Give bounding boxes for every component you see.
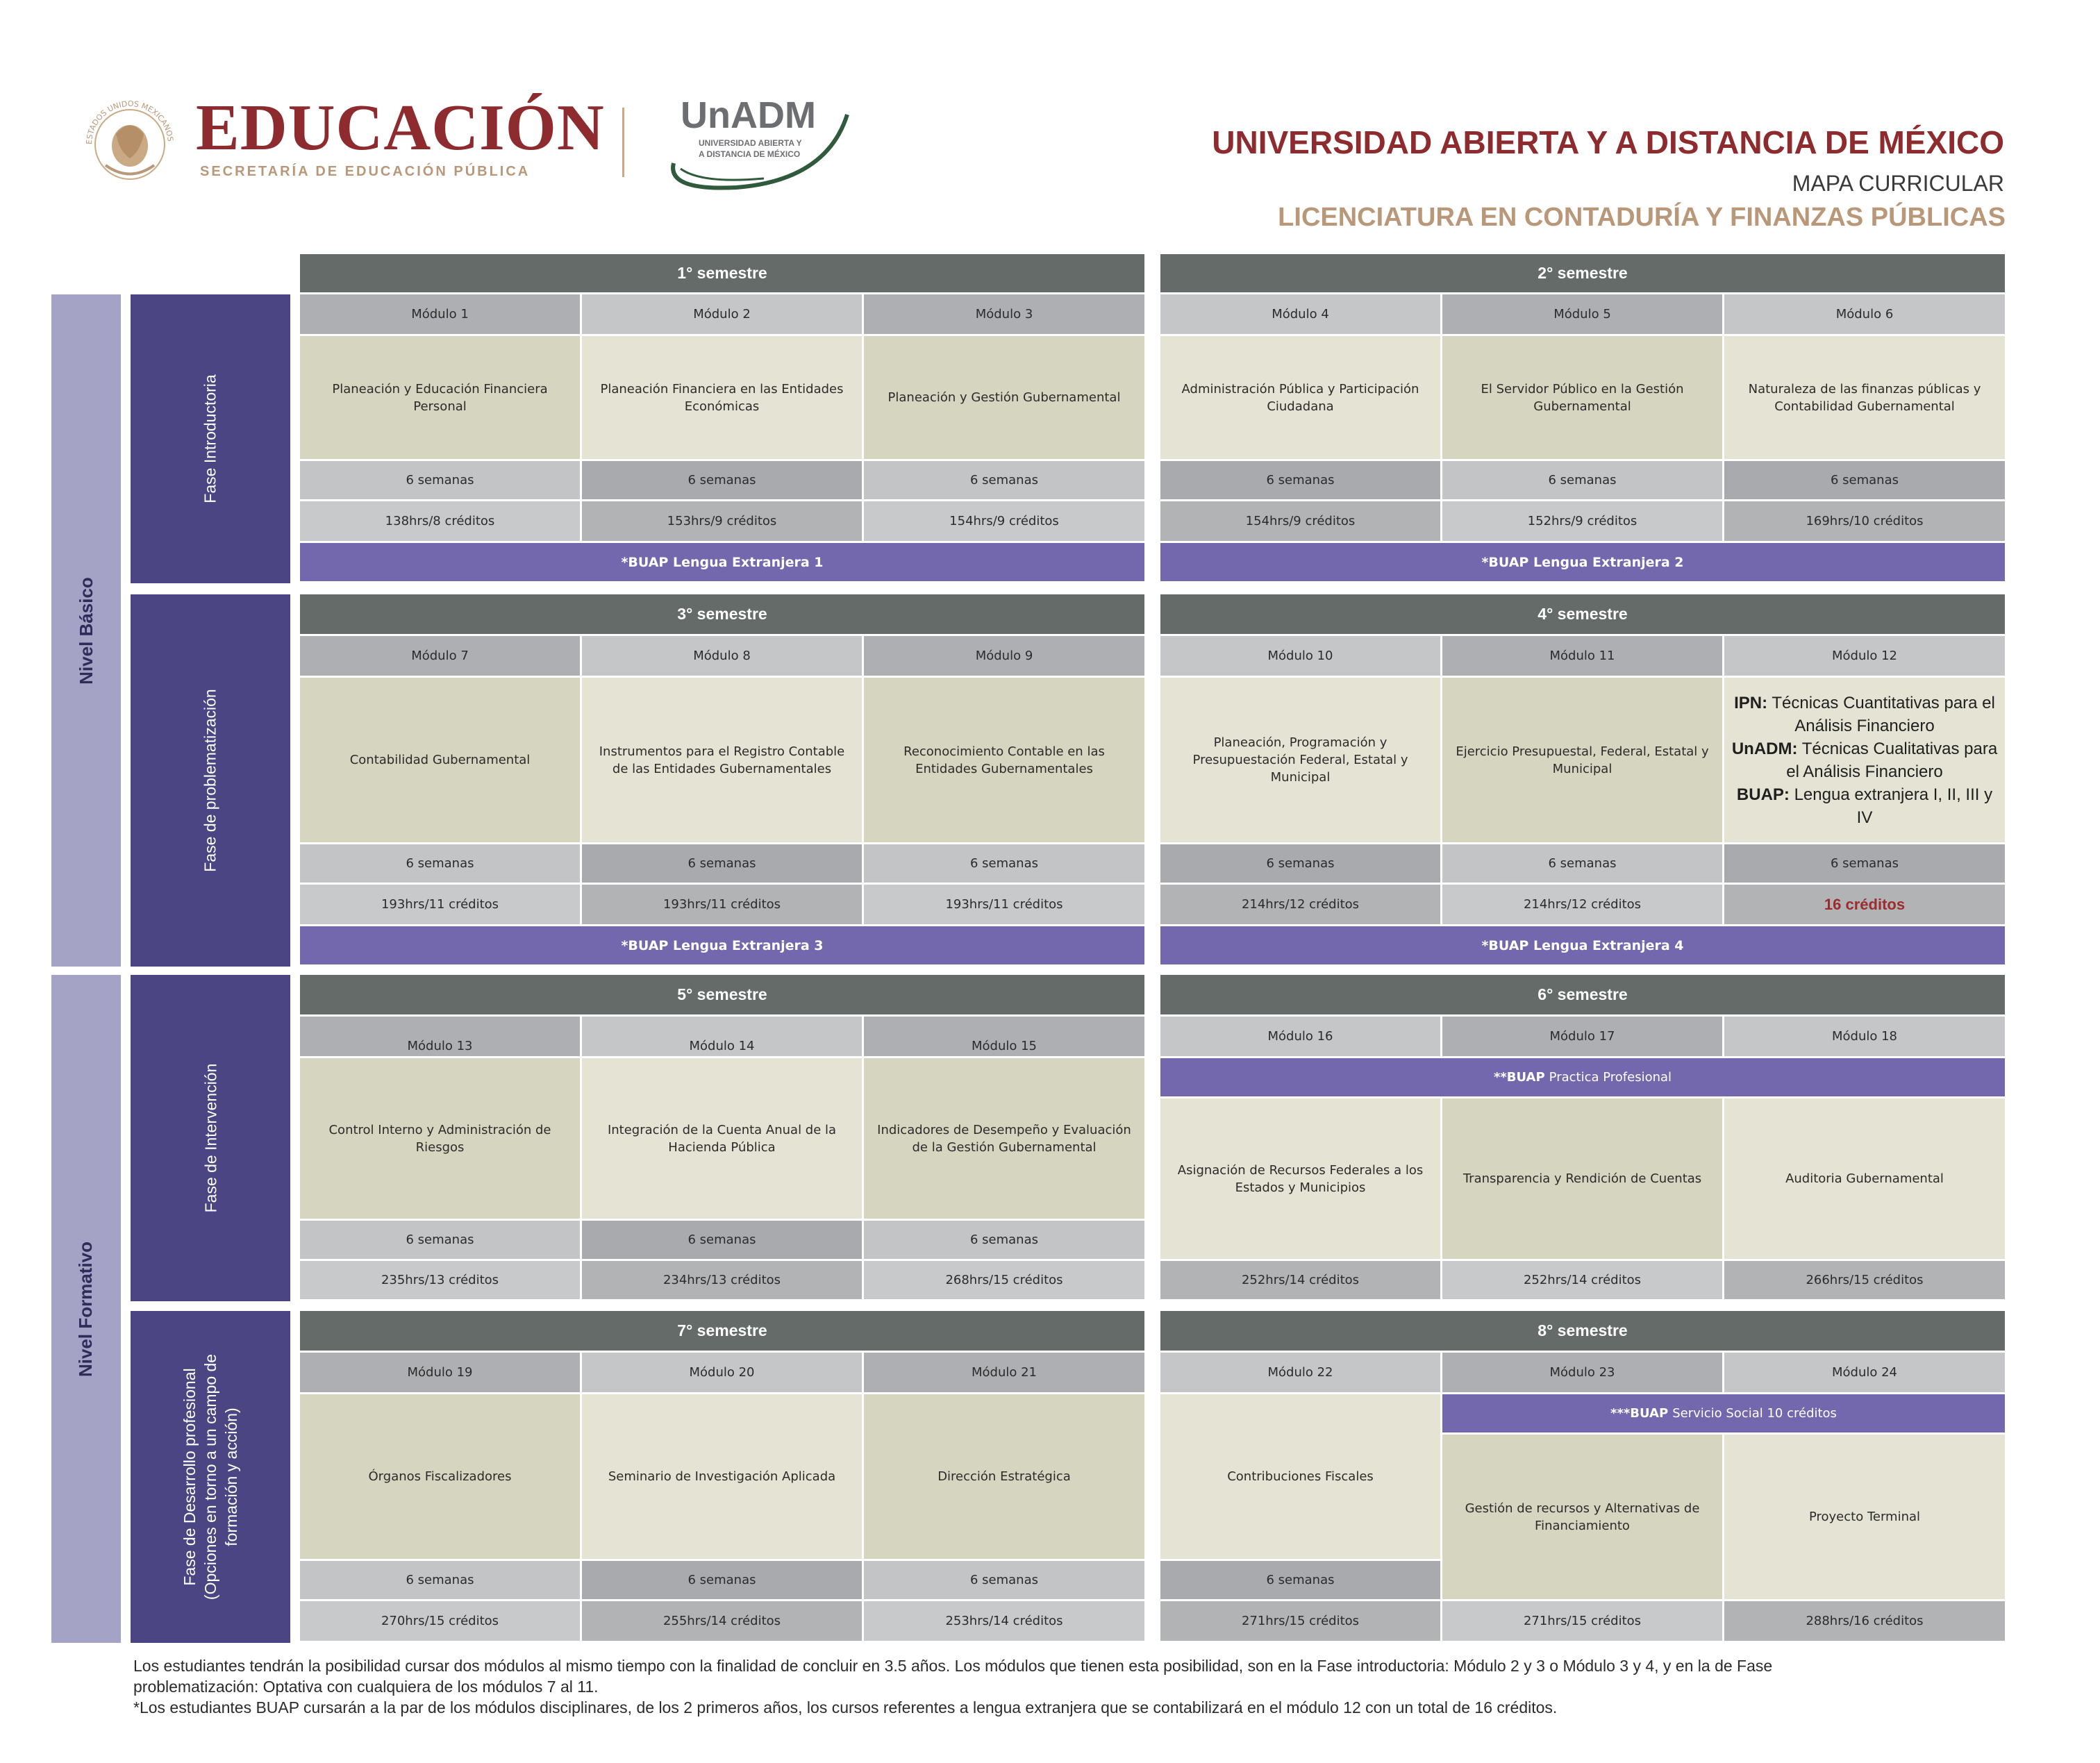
module-5-weeks: 6 semanas [1442, 461, 1724, 501]
module-9-name: Reconocimiento Contable en las Entidades Gubernamentales [864, 678, 1147, 844]
module-13-credits: 235hrs/13 créditos [300, 1261, 582, 1301]
module-17-name: Transparencia y Rendición de Cuentas [1442, 1098, 1724, 1261]
module-22-credits: 271hrs/15 créditos [1160, 1601, 1442, 1643]
coat-of-arms-icon [78, 89, 182, 193]
module-13-label: Módulo 13 [300, 1017, 582, 1058]
module-12-options [1724, 678, 2007, 844]
module-12-option-buap [1724, 783, 2005, 829]
semester-header-8: 8° semestre [1160, 1311, 2007, 1353]
educacion-wordmark: EDUCACIÓN [196, 92, 605, 164]
module-3-credits: 154hrs/9 créditos [864, 501, 1147, 543]
module-22-label: Módulo 22 [1160, 1353, 1442, 1394]
module-4-name: Administración Pública y Participación Ciudadana [1160, 336, 1442, 461]
module-15-name: Indicadores de Desempeño y Evaluación de la Gestión Gubernamental [864, 1058, 1147, 1221]
module-2-credits: 153hrs/9 créditos [582, 501, 864, 543]
module-12-label: Módulo 12 [1724, 636, 2007, 678]
phase-desarrollo-line-2: (Opciones en torno a un campo de [201, 1353, 220, 1601]
unadm-wordmark: UnADM [681, 94, 816, 136]
module-8-label: Módulo 8 [582, 636, 864, 678]
phase-problematizacion [131, 594, 290, 967]
module-22-weeks: 6 semanas [1160, 1561, 1442, 1601]
phase-intervencion [131, 975, 290, 1301]
module-12-weeks: 6 semanas [1724, 844, 2007, 885]
servicio-text: Servicio Social 10 créditos [1672, 1406, 1837, 1421]
module-20-name: Seminario de Investigación Aplicada [582, 1394, 864, 1561]
module-24-credits: 288hrs/16 créditos [1724, 1601, 2007, 1643]
module-21-label: Módulo 21 [864, 1353, 1147, 1394]
module-11-label: Módulo 11 [1442, 636, 1724, 678]
module-20-credits: 255hrs/14 créditos [582, 1601, 864, 1643]
module-11-name: Ejercicio Presupuestal, Federal, Estatal y Municipal [1442, 678, 1724, 844]
unadm-logo [660, 87, 861, 191]
logo-divider [622, 108, 624, 177]
module-23-name: Gestión de recursos y Alternativas de Financiamiento [1442, 1435, 1724, 1601]
module-15-label: Módulo 15 [864, 1017, 1147, 1058]
footnotes [133, 1655, 2022, 1718]
option-ipn-label: IPN: [1734, 693, 1768, 712]
module-8-weeks: 6 semanas [582, 844, 864, 885]
module-3-weeks: 6 semanas [864, 461, 1147, 501]
module-1-credits: 138hrs/8 créditos [300, 501, 582, 543]
module-23-credits: 271hrs/15 créditos [1442, 1601, 1724, 1643]
module-5-credits: 152hrs/9 créditos [1442, 501, 1724, 543]
phase-introductoria [131, 294, 290, 583]
module-16-name: Asignación de Recursos Federales a los Estados y Municipios [1160, 1098, 1442, 1261]
module-9-label: Módulo 9 [864, 636, 1147, 678]
buap-lengua-2: *BUAP Lengua Extranjera 2 [1160, 543, 2007, 583]
option-buap-label: BUAP: [1736, 785, 1790, 804]
module-18-name: Auditoria Gubernamental [1724, 1098, 2007, 1261]
module-2-label: Módulo 2 [582, 294, 864, 336]
sep-subtitle: SECRETARÍA DE EDUCACIÓN PÚBLICA [200, 164, 531, 179]
footnote-2: problematización: Optativa con cualquiera de los módulos 7 al 11. [133, 1678, 599, 1696]
practica-text: Practica Profesional [1549, 1070, 1672, 1085]
module-17-label: Módulo 17 [1442, 1017, 1724, 1058]
module-5-name: El Servidor Público en la Gestión Gubernamental [1442, 336, 1724, 461]
unadm-sub-1: UNIVERSIDAD ABIERTA Y [699, 138, 802, 148]
module-12-option-ipn [1724, 692, 2005, 737]
module-10-credits: 214hrs/12 créditos [1160, 885, 1442, 926]
option-unadm-label: UnADM: [1731, 739, 1798, 758]
unadm-sub-2: A DISTANCIA DE MÉXICO [699, 149, 801, 159]
module-4-weeks: 6 semanas [1160, 461, 1442, 501]
module-19-credits: 270hrs/15 créditos [300, 1601, 582, 1643]
module-7-label: Módulo 7 [300, 636, 582, 678]
module-10-label: Módulo 10 [1160, 636, 1442, 678]
module-23-label: Módulo 23 [1442, 1353, 1724, 1394]
buap-lengua-3: *BUAP Lengua Extranjera 3 [300, 926, 1147, 967]
module-11-credits: 214hrs/12 créditos [1442, 885, 1724, 926]
module-21-name: Dirección Estratégica [864, 1394, 1147, 1561]
module-6-credits: 169hrs/10 créditos [1724, 501, 2007, 543]
footnote-1: Los estudiantes tendrán la posibilidad cursar dos módulos al mismo tiempo con la finalidad de concluir en 3.5 años. Los módulos que tienen esta posibilidad, son en la Fase introductoria: Módulo 2 y 3 o Módulo 3 y 4, y en la de Fase [133, 1657, 1773, 1675]
level-formativo [51, 975, 121, 1643]
buap-practica-profesional [1160, 1058, 2007, 1098]
module-1-weeks: 6 semanas [300, 461, 582, 501]
level-formativo-label: Nivel Formativo [75, 1241, 97, 1377]
module-19-name: Órganos Fiscalizadores [300, 1394, 582, 1561]
phase-desarrollo-line-3: formación y acción) [222, 1407, 241, 1546]
semester-header-3: 3° semestre [300, 594, 1147, 636]
module-13-name: Control Interno y Administración de Riesgos [300, 1058, 582, 1221]
module-24-name: Proyecto Terminal [1724, 1435, 2007, 1601]
module-21-weeks: 6 semanas [864, 1561, 1147, 1601]
semester-header-1: 1° semestre [300, 254, 1147, 294]
level-basico-label: Nivel Básico [75, 576, 97, 685]
option-ipn-text: Técnicas Cuantitativas para el Análisis Financiero [1772, 693, 1995, 735]
module-14-name: Integración de la Cuenta Anual de la Hacienda Pública [582, 1058, 864, 1221]
phase-desarrollo-line-1: Fase de Desarrollo profesional [181, 1368, 199, 1586]
module-12-credits: 16 créditos [1724, 885, 2007, 926]
phase-desarrollo-label [179, 1354, 242, 1600]
footnote-3: *Los estudiantes BUAP cursarán a la par de los módulos disciplinares, de los 2 primeros años, los cursos referentes a lengua extranjera que se contabilizará en el módulo 12 con un total de 16 créditos. [133, 1698, 1558, 1716]
module-4-credits: 154hrs/9 créditos [1160, 501, 1442, 543]
practica-prefix: **BUAP [1493, 1070, 1545, 1085]
map-title: MAPA CURRICULAR [1792, 171, 2004, 196]
module-14-weeks: 6 semanas [582, 1221, 864, 1261]
module-10-name: Planeación, Programación y Presupuestación Federal, Estatal y Municipal [1160, 678, 1442, 844]
phase-intervencion-label: Fase de Intervención [201, 1063, 219, 1213]
module-20-label: Módulo 20 [582, 1353, 864, 1394]
semester-header-6: 6° semestre [1160, 975, 2007, 1017]
module-9-credits: 193hrs/11 créditos [864, 885, 1147, 926]
level-basico [51, 294, 121, 967]
module-15-credits: 268hrs/15 créditos [864, 1261, 1147, 1301]
phase-problematizacion-label: Fase de problematización [201, 689, 219, 872]
module-3-name: Planeación y Gestión Gubernamental [864, 336, 1147, 461]
module-8-name: Instrumentos para el Registro Contable de las Entidades Gubernamentales [582, 678, 864, 844]
module-21-credits: 253hrs/14 créditos [864, 1601, 1147, 1643]
module-6-label: Módulo 6 [1724, 294, 2007, 336]
module-10-weeks: 6 semanas [1160, 844, 1442, 885]
module-14-label: Módulo 14 [582, 1017, 864, 1058]
module-22-name: Contribuciones Fiscales [1160, 1394, 1442, 1561]
module-5-label: Módulo 5 [1442, 294, 1724, 336]
module-1-name: Planeación y Educación Financiera Personal [300, 336, 582, 461]
module-2-weeks: 6 semanas [582, 461, 864, 501]
module-9-weeks: 6 semanas [864, 844, 1147, 885]
module-11-weeks: 6 semanas [1442, 844, 1724, 885]
module-16-label: Módulo 16 [1160, 1017, 1442, 1058]
servicio-prefix: ***BUAP [1610, 1406, 1669, 1421]
buap-servicio-social [1442, 1394, 2007, 1435]
module-17-credits: 252hrs/14 créditos [1442, 1261, 1724, 1301]
semester-header-4: 4° semestre [1160, 594, 2007, 636]
phase-desarrollo [131, 1311, 290, 1643]
option-buap-text: Lengua extranjera I, II, III y IV [1794, 785, 1993, 827]
module-2-name: Planeación Financiera en las Entidades Económicas [582, 336, 864, 461]
module-18-label: Módulo 18 [1724, 1017, 2007, 1058]
module-16-credits: 252hrs/14 créditos [1160, 1261, 1442, 1301]
buap-lengua-1: *BUAP Lengua Extranjera 1 [300, 543, 1147, 583]
module-12-option-unadm [1724, 737, 2005, 783]
semester-header-5: 5° semestre [300, 975, 1147, 1017]
module-19-label: Módulo 19 [300, 1353, 582, 1394]
module-7-name: Contabilidad Gubernamental [300, 678, 582, 844]
module-7-weeks: 6 semanas [300, 844, 582, 885]
module-3-label: Módulo 3 [864, 294, 1147, 336]
university-title: UNIVERSIDAD ABIERTA Y A DISTANCIA DE MÉXICO [1212, 124, 2004, 160]
module-14-credits: 234hrs/13 créditos [582, 1261, 864, 1301]
buap-lengua-4: *BUAP Lengua Extranjera 4 [1160, 926, 2007, 967]
module-18-credits: 266hrs/15 créditos [1724, 1261, 2007, 1301]
module-20-weeks: 6 semanas [582, 1561, 864, 1601]
seal-text: ESTADOS UNIDOS MEXICANOS [84, 99, 175, 145]
module-13-weeks: 6 semanas [300, 1221, 582, 1261]
semester-header-7: 7° semestre [300, 1311, 1147, 1353]
module-7-credits: 193hrs/11 créditos [300, 885, 582, 926]
sep-logo [78, 89, 606, 186]
semester-header-2: 2° semestre [1160, 254, 2007, 294]
program-title: LICENCIATURA EN CONTADURÍA Y FINANZAS PÚBLICAS [1278, 203, 2006, 232]
module-8-credits: 193hrs/11 créditos [582, 885, 864, 926]
module-6-weeks: 6 semanas [1724, 461, 2007, 501]
module-6-name: Naturaleza de las finanzas públicas y Contabilidad Gubernamental [1724, 336, 2007, 461]
module-15-weeks: 6 semanas [864, 1221, 1147, 1261]
module-1-label: Módulo 1 [300, 294, 582, 336]
module-19-weeks: 6 semanas [300, 1561, 582, 1601]
option-unadm-text: Técnicas Cualitativas para el Análisis Financiero [1786, 739, 1998, 781]
module-24-label: Módulo 24 [1724, 1353, 2007, 1394]
phase-introductoria-label: Fase Introductoria [201, 374, 219, 503]
module-4-label: Módulo 4 [1160, 294, 1442, 336]
